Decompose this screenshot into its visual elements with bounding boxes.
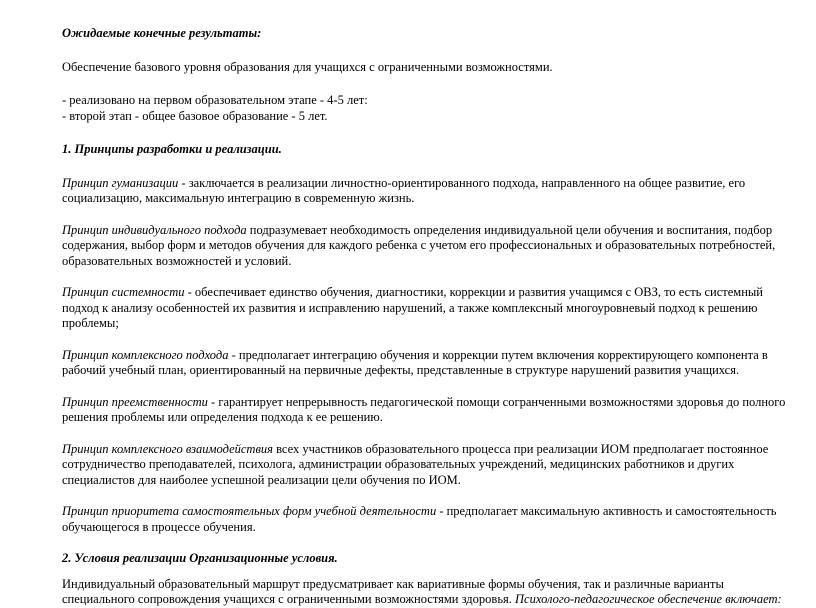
- principle-name: Принцип комплексного подхода -: [62, 347, 236, 362]
- stage-line: - реализовано на первом образовательном этапе - 4-5 лет:: [62, 93, 368, 107]
- principle-paragraph: [62, 285, 796, 332]
- principle-paragraph: [62, 176, 796, 207]
- principle-text: предполагает максимальную активность и самостоятельность обучающегося в процессе обучения.: [62, 504, 777, 534]
- principle-name: Принцип преемственности -: [62, 394, 216, 409]
- principle-paragraph: [62, 442, 796, 489]
- principle-name: Принцип гуманизации -: [62, 175, 186, 190]
- stage-line: - второй этап - общее базовое образование - 5 лет.: [62, 108, 328, 123]
- principle-paragraph: [62, 348, 796, 379]
- section-2-heading: 2. Условия реализации Организационные условия.: [62, 551, 338, 565]
- section-2-text: Индивидуальный образовательный маршрут предусматривает как вариативные формы обучения, так и различные варианты специального сопровождения учащихся с ограниченными возможностями здоровья.: [62, 576, 724, 606]
- principle-name: Принцип индивидуального подхода: [62, 222, 247, 237]
- principle-name: Принцип приоритета самостоятельных форм учебной деятельности -: [62, 504, 444, 518]
- principle-name: Принцип системности -: [62, 285, 192, 299]
- section-2-italic-text: Психолого-педагогическое обеспечение включает:: [515, 592, 782, 606]
- section-2-paragraph: [62, 577, 796, 608]
- principle-text: обеспечивает единство обучения, диагностики, коррекции и развития учащимся с ОВЗ, то есть системный подход к анализу особенностей их развития и исправлению нарушений, а также комплексный многоуровневый подход к решению проблемы;: [62, 285, 763, 330]
- principle-text: всех участников образовательного процесса при реализации ИОМ предполагает постоянное сотрудничество преподавателей, психолога, администрации образовательных учреждений, медицинских работников и других специалистов для наиболее успешной реализации цели обучения по ИОМ.: [62, 441, 769, 487]
- principle-paragraph: [62, 504, 796, 535]
- principle-text: гарантирует непрерывность педагогической помощи согранченными возможностями здоровья до полного решения проблемы или определения подхода к ее решению.: [62, 394, 786, 424]
- principle-text: подразумевает необходимость определения индивидуальной цели обучения и воспитания, подбор содержания, выбор форм и методов обучения для каждого ребенка с учетом его профессиональных и образовательных потребностей, образовательных возможностей и условий.: [62, 222, 776, 268]
- principle-paragraph: [62, 395, 796, 426]
- principle-paragraph: [62, 223, 796, 270]
- principle-text: заключается в реализации личностно-ориентированного подхода, направленного на общее развитие, его социализацию, максимальную интеграцию в современную жизнь.: [62, 175, 746, 205]
- section-1-heading: 1. Принципы разработки и реализации.: [62, 142, 282, 156]
- expected-results-heading: Ожидаемые конечные результаты:: [62, 26, 262, 40]
- principle-name: Принцип комплексного взаимодействия: [62, 441, 273, 456]
- principle-text: предполагает интеграцию обучения и коррекции путем включения корректирующего компонента в рабочий учебный план, ориентированный на первичные дефекты, представленные в структуре нарушений развития учащихся.: [62, 347, 768, 377]
- basic-level-paragraph: Обеспечение базового уровня образования для учащихся с ограниченными возможностями.: [62, 59, 553, 74]
